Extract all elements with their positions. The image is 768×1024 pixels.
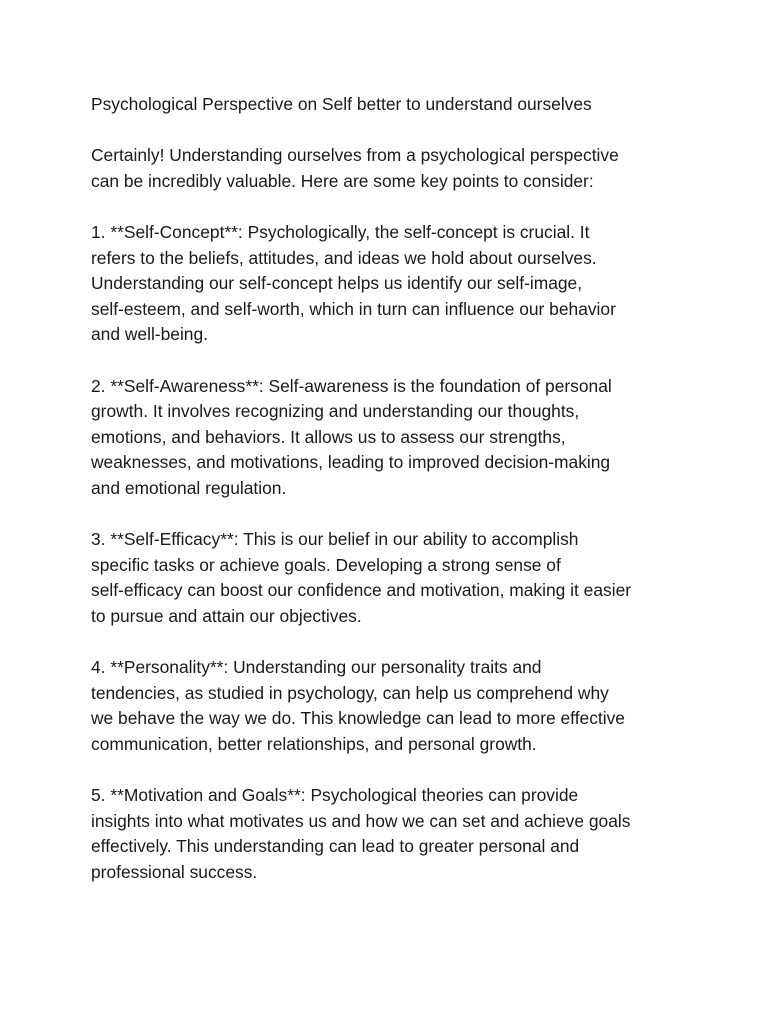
- paragraph-line: specific tasks or achieve goals. Developing a strong sense of: [91, 554, 561, 575]
- paragraph-line: 4. **Personality**: Understanding our personality traits and: [91, 657, 542, 678]
- point-personality: [91, 655, 691, 757]
- paragraph-line: 1. **Self-Concept**: Psychologically, the self-concept is crucial. It: [91, 221, 590, 242]
- intro-paragraph: [91, 143, 691, 194]
- paragraph-line: 5. **Motivation and Goals**: Psychological theories can provide: [91, 785, 579, 806]
- paragraph-line: tendencies, as studied in psychology, can help us comprehend why: [91, 682, 609, 703]
- paragraph-line: emotions, and behaviors. It allows us to assess our strengths,: [91, 426, 566, 447]
- paragraph-line: communication, better relationships, and personal growth.: [91, 733, 537, 754]
- point-self-awareness: [91, 374, 691, 502]
- point-self-concept: [91, 220, 691, 348]
- intro-line: can be incredibly valuable. Here are some key points to consider:: [91, 170, 594, 191]
- paragraph-line: to pursue and attain our objectives.: [91, 605, 362, 626]
- paragraph-line: weaknesses, and motivations, leading to improved decision-making: [91, 452, 611, 473]
- title-line: Psychological Perspective on Self better to understand ourselves: [91, 94, 592, 114]
- paragraph-line: and emotional regulation.: [91, 477, 287, 498]
- paragraph-line: effectively. This understanding can lead to greater personal and: [91, 836, 580, 857]
- paragraph-line: 2. **Self-Awareness**: Self-awareness is the foundation of personal: [91, 375, 612, 396]
- paragraph-line: we behave the way we do. This knowledge can lead to more effective: [91, 708, 625, 729]
- paragraph-line: Understanding our self-concept helps us identify our self-image,: [91, 273, 583, 294]
- paragraph-line: and well-being.: [91, 324, 208, 345]
- paragraph-line: self-esteem, and self-worth, which in turn can influence our behavior: [91, 298, 616, 319]
- intro-line: Certainly! Understanding ourselves from a psychological perspective: [91, 145, 619, 166]
- paragraph-line: self-efficacy can boost our confidence and motivation, making it easier: [91, 580, 632, 601]
- point-motivation-goals: [91, 783, 691, 885]
- document-title: [91, 92, 691, 118]
- paragraph-line: growth. It involves recognizing and understanding our thoughts,: [91, 401, 580, 422]
- paragraph-line: 3. **Self-Efficacy**: This is our belief in our ability to accomplish: [91, 529, 579, 550]
- paragraph-line: refers to the beliefs, attitudes, and ideas we hold about ourselves.: [91, 247, 597, 268]
- paragraph-line: insights into what motivates us and how we can set and achieve goals: [91, 810, 631, 831]
- paragraph-line: professional success.: [91, 861, 258, 882]
- document-body: [91, 92, 691, 911]
- point-self-efficacy: [91, 527, 691, 629]
